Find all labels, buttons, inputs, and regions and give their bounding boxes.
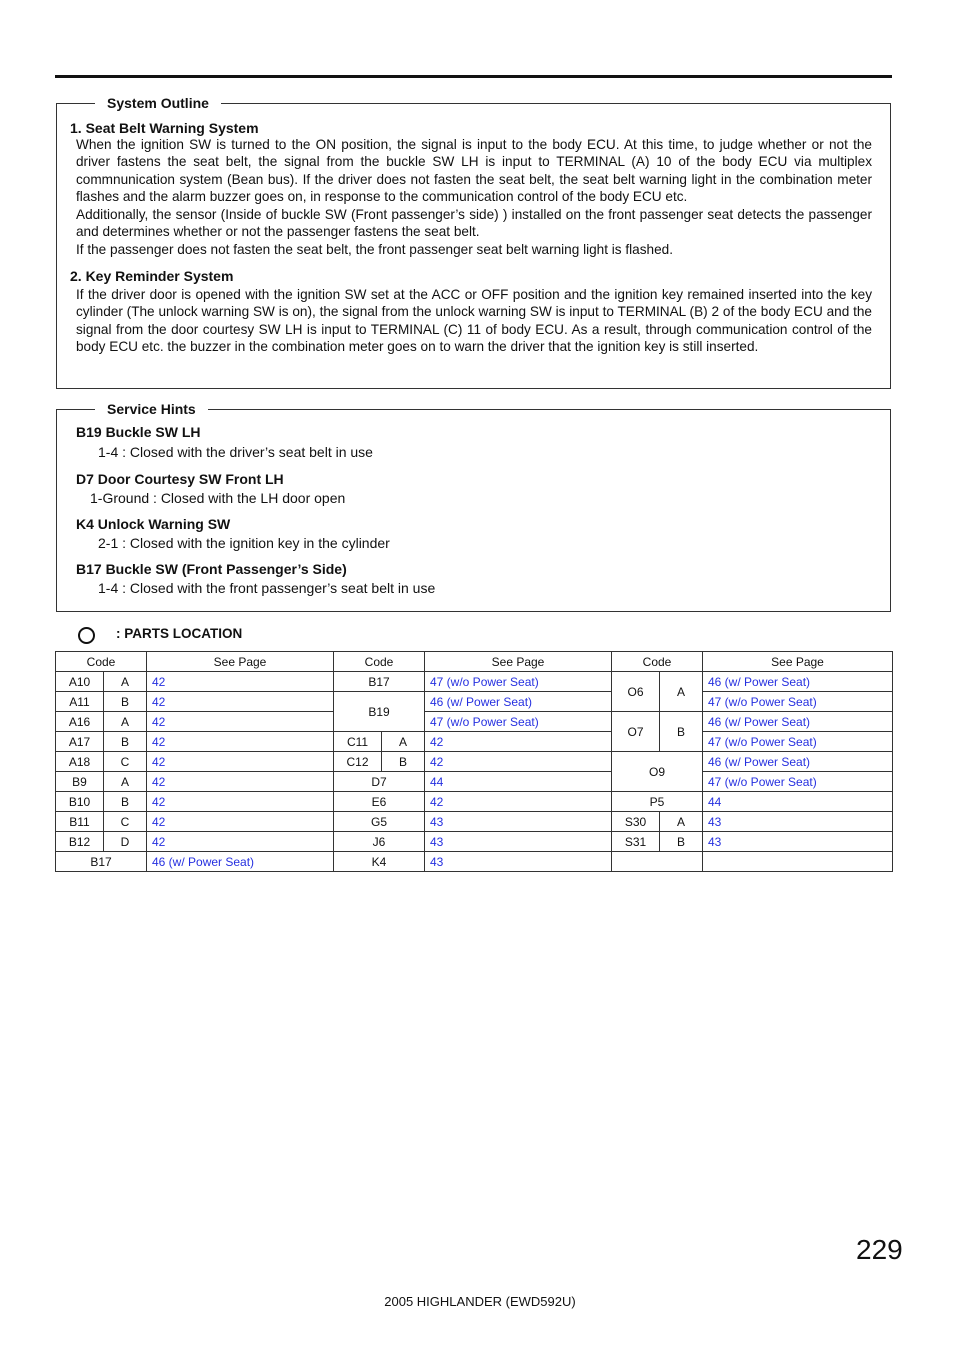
code-cell: J6	[334, 832, 425, 852]
page-link[interactable]: 46 (w/ Power Seat)	[703, 672, 893, 692]
suffix-cell: B	[660, 832, 703, 852]
code-cell: B12	[56, 832, 104, 852]
suffix-cell: B	[104, 732, 147, 752]
page-link[interactable]: 46 (w/ Power Seat)	[703, 752, 893, 772]
page-link[interactable]: 42	[147, 812, 334, 832]
code-cell: B19	[334, 692, 425, 732]
page-link[interactable]: 47 (w/o Power Seat)	[703, 692, 893, 712]
page-link[interactable]: 42	[147, 832, 334, 852]
page-link[interactable]: 47 (w/o Power Seat)	[703, 732, 893, 752]
page-link[interactable]: 46 (w/ Power Seat)	[703, 712, 893, 732]
suffix-cell: A	[660, 672, 703, 712]
page-link[interactable]: 42	[147, 732, 334, 752]
page-link[interactable]: 42	[147, 752, 334, 772]
header-code: Code	[612, 652, 703, 672]
code-cell: A17	[56, 732, 104, 752]
header-see-page: See Page	[147, 652, 334, 672]
empty-cell	[703, 852, 893, 872]
table-row	[56, 812, 893, 832]
parts-location-title: : PARTS LOCATION	[116, 626, 243, 641]
page-link[interactable]: 43	[703, 832, 893, 852]
page-link[interactable]: 46 (w/ Power Seat)	[147, 852, 334, 872]
page-link[interactable]: 42	[425, 732, 612, 752]
hint-heading-b19: B19 Buckle SW LH	[76, 424, 201, 440]
top-rule	[55, 75, 892, 78]
page-link[interactable]: 47 (w/o Power Seat)	[425, 712, 612, 732]
suffix-cell: A	[104, 712, 147, 732]
code-cell: B9	[56, 772, 104, 792]
suffix-cell: A	[660, 812, 703, 832]
suffix-cell: A	[382, 732, 425, 752]
page-link[interactable]: 43	[425, 832, 612, 852]
key-reminder-paragraph: If the driver door is opened with the ignition SW set at the ACC or OFF position and the ignition key remained inserted into the key cylinder (The unlock warning SW is on), the signal from the unlock warning SW is input to TERMINAL (B) 2 of the body ECU and the signal from the door courtesy SW LH is input to TERMINAL (C) 11 of body ECU. As a result, through communication control of the body ECU etc. the buzzer in the combination meter goes on to warn the driver that the ignition key is still inserted.	[76, 287, 872, 355]
code-cell: D7	[334, 772, 425, 792]
code-cell: B17	[56, 852, 147, 872]
service-hints-box	[56, 401, 891, 612]
code-cell: S30	[612, 812, 660, 832]
header-code: Code	[334, 652, 425, 672]
page-link[interactable]: 42	[147, 792, 334, 812]
page-link[interactable]: 42	[147, 772, 334, 792]
suffix-cell: B	[382, 752, 425, 772]
seat-belt-warning-paragraph-2: Additionally, the sensor (Inside of buckle SW (Front passenger’s side) ) installed on the front passenger seat detects the passenger and determines whether or not the passenger fastens the seat belt.	[76, 207, 872, 240]
suffix-cell: C	[104, 752, 147, 772]
code-cell: B17	[334, 672, 425, 692]
code-cell: O7	[612, 712, 660, 752]
code-cell: E6	[334, 792, 425, 812]
page-link[interactable]: 47 (w/o Power Seat)	[425, 672, 612, 692]
page-link[interactable]: 44	[703, 792, 893, 812]
seat-belt-warning-paragraph-1: When the ignition SW is turned to the ON position, the signal is input to the body ECU. At this time, to judge whether or not the driver fastens the seat belt, the signal from the buckle SW LH is input to TERMINAL (A) 10 of the body ECU via multiplex commnunication system (Bean bus). If the driver does not fasten the seat belt, the seat belt warning light in the combination meter flashes and the alarm buzzer goes on, in response to the communication control of the body ECU etc.	[76, 137, 872, 205]
table-row	[56, 772, 893, 792]
table-row	[56, 832, 893, 852]
table-row	[56, 672, 893, 692]
code-cell: A11	[56, 692, 104, 712]
hint-line-b17: 1-4 : Closed with the front passenger’s seat belt in use	[98, 580, 436, 596]
page-link[interactable]: 42	[147, 692, 334, 712]
code-cell: K4	[334, 852, 425, 872]
page-link[interactable]: 42	[147, 712, 334, 732]
code-cell: B11	[56, 812, 104, 832]
suffix-cell: B	[104, 792, 147, 812]
page-link[interactable]: 42	[147, 672, 334, 692]
page-link[interactable]: 43	[425, 812, 612, 832]
suffix-cell: A	[104, 772, 147, 792]
empty-cell	[612, 852, 703, 872]
table-header-row	[56, 652, 893, 672]
suffix-cell: D	[104, 832, 147, 852]
header-code: Code	[56, 652, 147, 672]
footer-model: 2005 HIGHLANDER (EWD592U)	[384, 1294, 576, 1309]
code-cell: P5	[612, 792, 703, 812]
suffix-cell: B	[104, 692, 147, 712]
hint-heading-d7: D7 Door Courtesy SW Front LH	[76, 471, 284, 487]
code-cell: C11	[334, 732, 382, 752]
key-reminder-heading: 2. Key Reminder System	[70, 268, 234, 284]
table-row	[56, 852, 893, 872]
suffix-cell: B	[660, 712, 703, 752]
page-link[interactable]: 42	[425, 752, 612, 772]
table-row	[56, 732, 893, 752]
code-cell: B10	[56, 792, 104, 812]
suffix-cell: C	[104, 812, 147, 832]
page-number: 229	[856, 1234, 903, 1265]
seat-belt-warning-heading: 1. Seat Belt Warning System	[70, 120, 259, 136]
code-cell: C12	[334, 752, 382, 772]
page-link[interactable]: 42	[425, 792, 612, 812]
code-cell: A10	[56, 672, 104, 692]
suffix-cell: A	[104, 672, 147, 692]
code-cell: O9	[612, 752, 703, 792]
table-row	[56, 752, 893, 772]
service-hints-title: Service Hints	[95, 400, 208, 418]
circle-icon	[78, 627, 95, 644]
code-cell: O6	[612, 672, 660, 712]
seat-belt-warning-paragraph-3: If the passenger does not fasten the seat belt, the front passenger seat belt warning light is flashed.	[76, 242, 673, 257]
system-outline-box	[56, 95, 891, 389]
hint-line-d7: 1-Ground : Closed with the LH door open	[90, 490, 346, 506]
table-row	[56, 712, 893, 732]
page-link[interactable]: 47 (w/o Power Seat)	[703, 772, 893, 792]
code-cell: A18	[56, 752, 104, 772]
header-see-page: See Page	[425, 652, 612, 672]
parts-location-table	[55, 651, 893, 872]
system-outline-title: System Outline	[95, 94, 221, 112]
table-row	[56, 792, 893, 812]
page-link[interactable]: 43	[425, 852, 612, 872]
page-link[interactable]: 44	[425, 772, 612, 792]
table-row	[56, 692, 893, 712]
hint-heading-k4: K4 Unlock Warning SW	[76, 516, 231, 532]
page-link[interactable]: 46 (w/ Power Seat)	[425, 692, 612, 712]
hint-heading-b17: B17 Buckle SW (Front Passenger’s Side)	[76, 561, 347, 577]
code-cell: A16	[56, 712, 104, 732]
code-cell: S31	[612, 832, 660, 852]
code-cell: G5	[334, 812, 425, 832]
header-see-page: See Page	[703, 652, 893, 672]
hint-line-b19: 1-4 : Closed with the driver’s seat belt in use	[98, 444, 373, 460]
hint-line-k4: 2-1 : Closed with the ignition key in the cylinder	[98, 535, 390, 551]
page-link[interactable]: 43	[703, 812, 893, 832]
